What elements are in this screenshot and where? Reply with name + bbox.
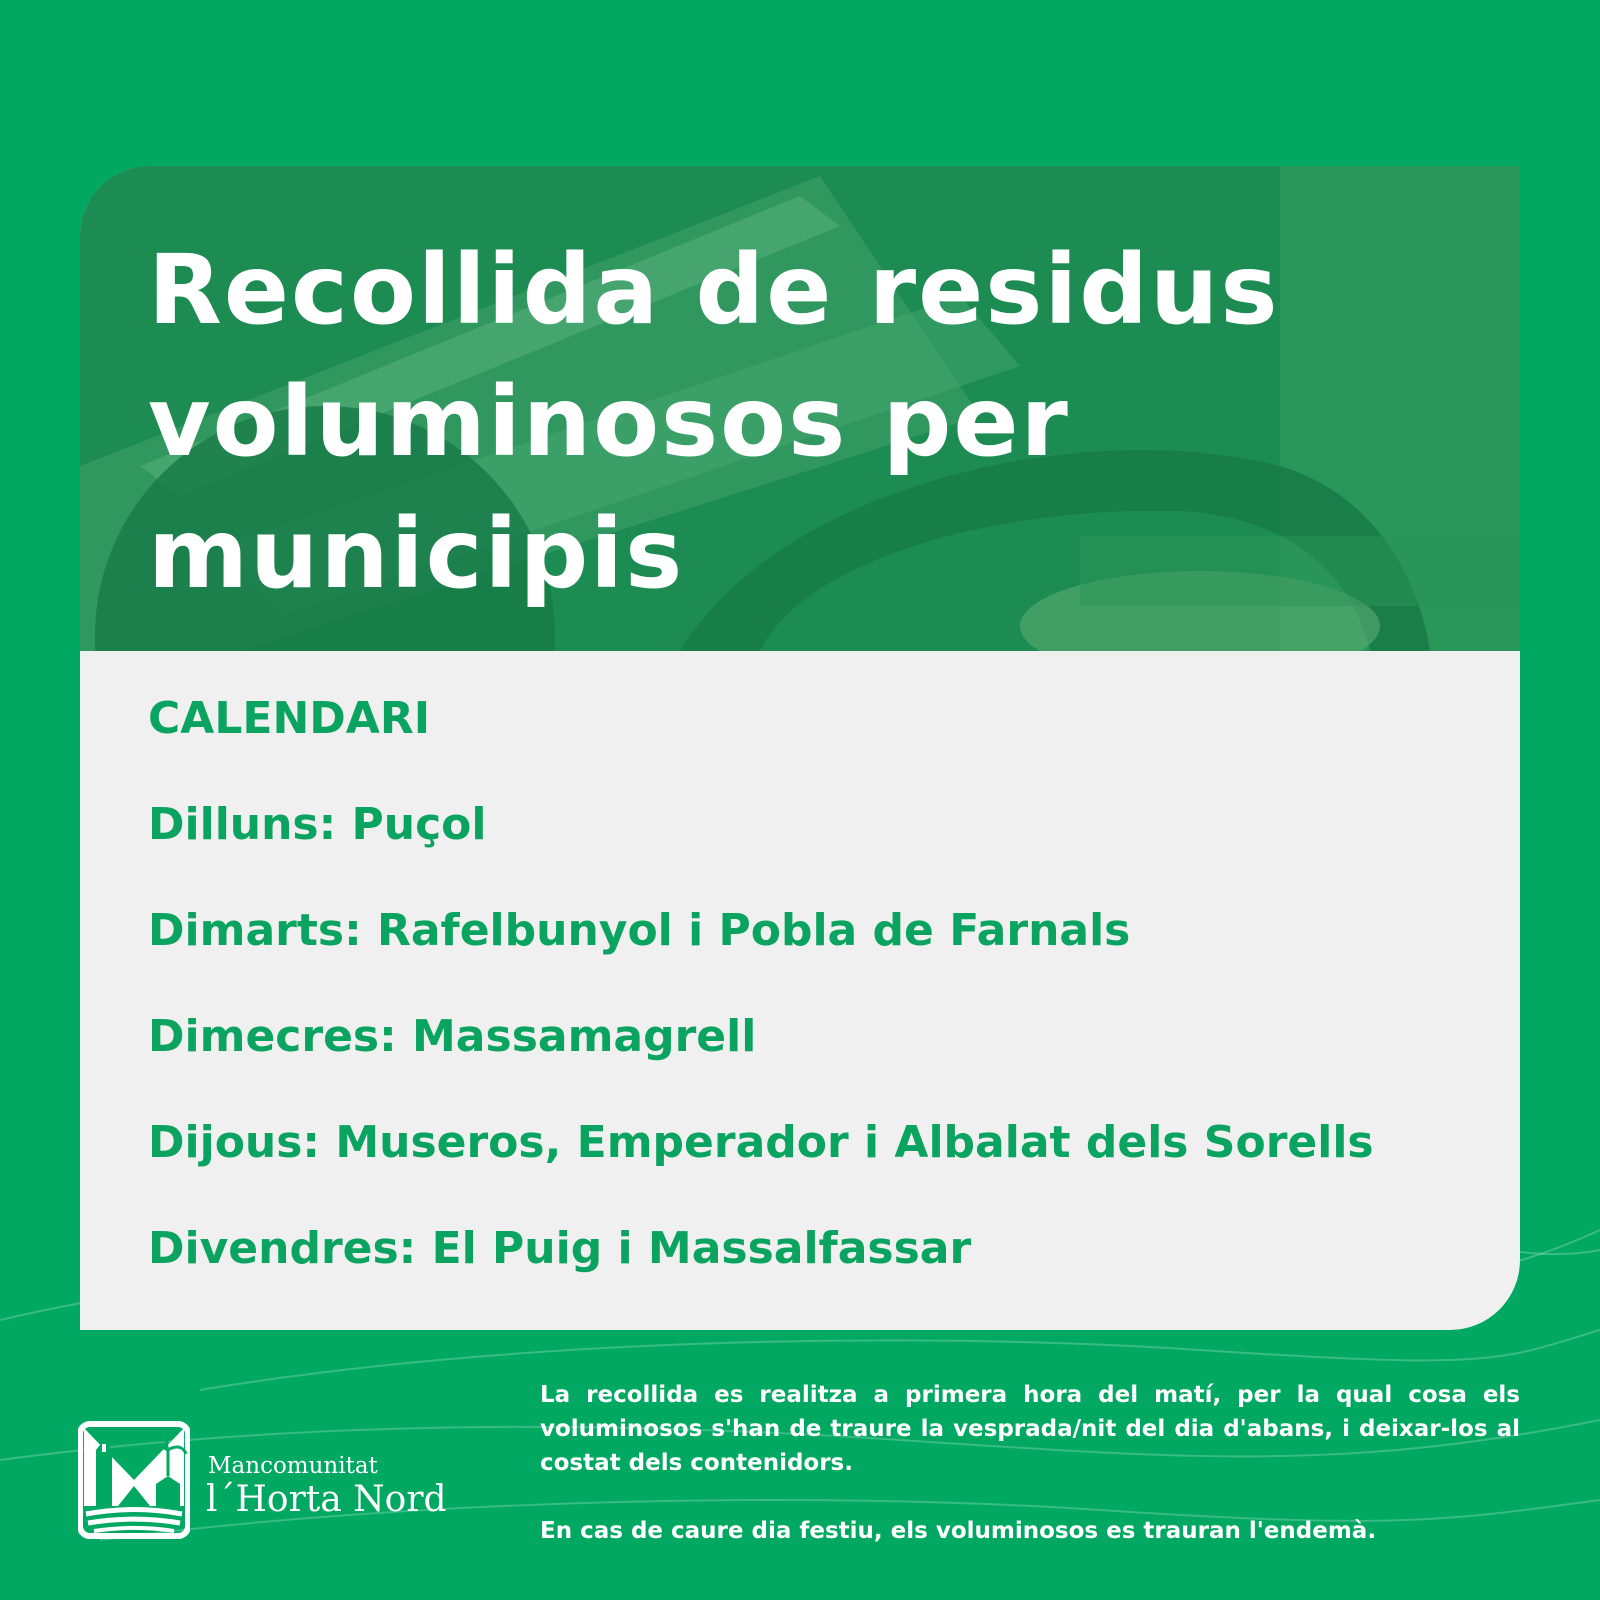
calendar-day-row: Dijous: Museros, Emperador i Albalat dels Sorells bbox=[148, 1117, 1374, 1168]
hero-banner bbox=[80, 166, 1520, 651]
calendar-day-row: Divendres: El Puig i Massalfassar bbox=[148, 1223, 972, 1274]
mancomunitat-logo bbox=[78, 1420, 478, 1540]
calendar-day-row: Dilluns: Puçol bbox=[148, 799, 487, 850]
collection-note-time: La recollida es realitza a primera hora del matí, per la qual cosa els voluminosos s'han de traure la vesprada/nit del dia d'abans, i deixar-los al costat dels contenidors. bbox=[540, 1382, 1520, 1476]
page-title: Recollida de residus voluminosos per municipis bbox=[148, 234, 1280, 610]
logo-text-line1: Mancomunitat bbox=[208, 1453, 378, 1479]
collection-notes bbox=[540, 1378, 1520, 1548]
logo-mark-icon bbox=[78, 1420, 190, 1540]
calendar-day-row: Dimecres: Massamagrell bbox=[148, 1011, 757, 1062]
collection-note-holiday: En cas de caure dia festiu, els voluminosos es trauran l'endemà. bbox=[540, 1518, 1377, 1544]
calendar-day-row: Dimarts: Rafelbunyol i Pobla de Farnals bbox=[148, 905, 1131, 956]
calendar-section bbox=[148, 691, 1488, 1327]
logo-text-line2: l´Horta Nord bbox=[206, 1479, 447, 1520]
calendar-heading: CALENDARI bbox=[148, 693, 431, 744]
content-card bbox=[80, 166, 1520, 1330]
